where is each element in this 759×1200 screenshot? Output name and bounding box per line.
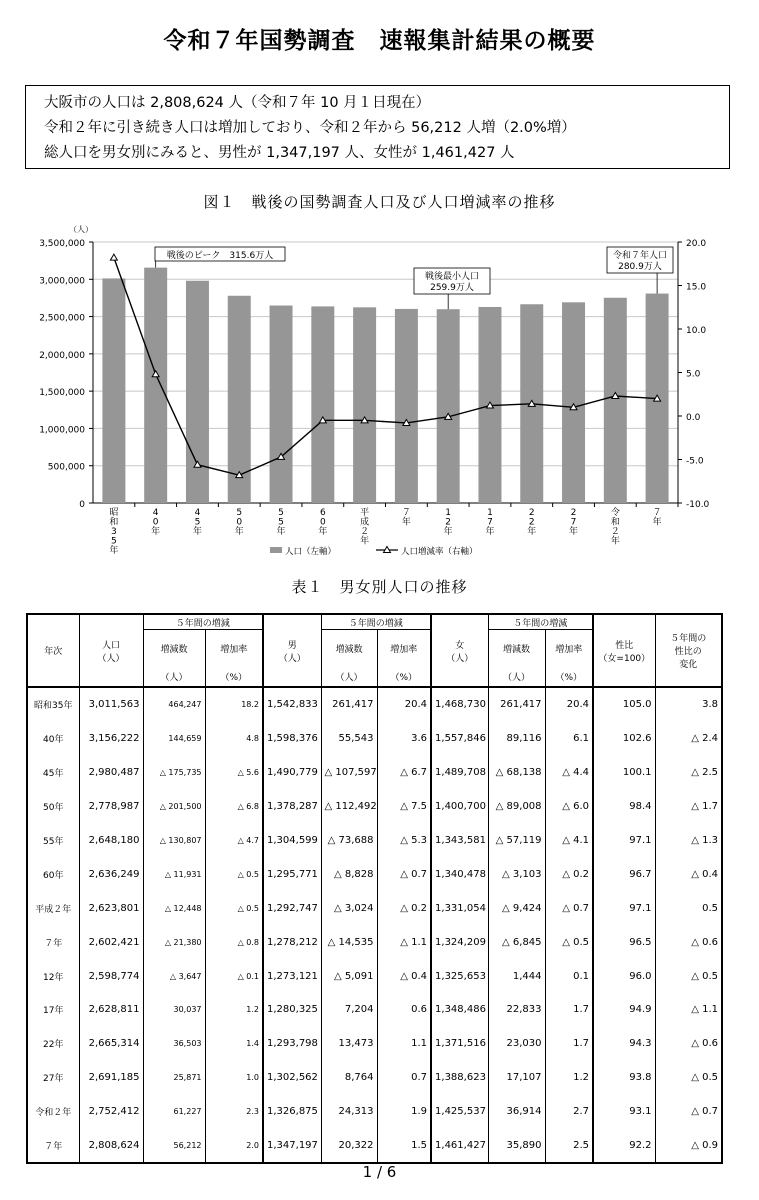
- header-change5-male: ５年間の増減: [321, 614, 431, 630]
- table-cell: △ 57,119: [488, 824, 545, 858]
- header-change-count: 増減数: [143, 630, 205, 667]
- table-cell: 1,326,875: [263, 1095, 321, 1129]
- table-row: [27, 756, 722, 790]
- table-cell: 1,347,197: [263, 1129, 321, 1164]
- table-cell: △ 0.6: [655, 925, 722, 959]
- table-cell: 100.1: [593, 756, 655, 790]
- table-cell: △ 6.7: [377, 756, 431, 790]
- table-cell: 2,752,412: [79, 1095, 143, 1129]
- table-cell: 2,691,185: [79, 1061, 143, 1095]
- table-cell: △ 3,103: [488, 857, 545, 891]
- table-cell: 0.1: [545, 959, 593, 993]
- bar: [186, 281, 209, 503]
- header-change5-total: ５年間の増減: [143, 614, 263, 630]
- header-unit: （人）: [321, 666, 377, 687]
- table-cell: 102.6: [593, 722, 655, 756]
- table-cell: △ 0.2: [545, 857, 593, 891]
- x-tick-label: 1 7 年: [485, 508, 495, 537]
- header-sex-ratio-change: ５年間の 性比の 変化: [655, 614, 722, 687]
- table-cell: 94.9: [593, 993, 655, 1027]
- table-cell: 1,302,562: [263, 1061, 321, 1095]
- y-left-tick-label: 1,500,000: [39, 388, 85, 399]
- row-year: 22年: [27, 1027, 79, 1061]
- table-cell: 3,156,222: [79, 722, 143, 756]
- table-cell: 89,116: [488, 722, 545, 756]
- table-cell: △ 175,735: [143, 756, 205, 790]
- row-year: ７年: [27, 925, 79, 959]
- summary-line: 総人口を男女別にみると、男性が 1,347,197 人、女性が 1,461,427 人: [44, 145, 515, 161]
- table-cell: 1,598,376: [263, 722, 321, 756]
- y-left-tick-label: 500,000: [47, 462, 85, 473]
- row-year: 60年: [27, 857, 79, 891]
- table-row: [27, 790, 722, 824]
- table-cell: 2.0: [205, 1129, 263, 1164]
- table-cell: △ 6,845: [488, 925, 545, 959]
- header-sex-ratio: 性比 （女=100）: [593, 614, 655, 687]
- summary-box: [25, 85, 730, 169]
- table-cell: 1,542,833: [263, 687, 321, 722]
- header-year: 年次: [27, 614, 79, 687]
- y-left-tick-label: 0: [79, 500, 85, 510]
- bar: [102, 278, 125, 503]
- table-cell: △ 107,597: [321, 756, 377, 790]
- header-female: 女 （人）: [431, 614, 488, 687]
- table-cell: 1,340,478: [431, 857, 488, 891]
- annotation-latest-text: 令和７年人口: [612, 251, 668, 261]
- header-unit: （%）: [205, 666, 263, 687]
- table-cell: 25,871: [143, 1061, 205, 1095]
- population-table: [26, 613, 723, 1164]
- table-cell: △ 0.5: [655, 1061, 722, 1095]
- table-cell: 2,980,487: [79, 756, 143, 790]
- table-cell: 1.2: [545, 1061, 593, 1095]
- population-chart: [18, 220, 740, 565]
- header-change-count: 増減数: [488, 630, 545, 667]
- table-cell: △ 5.6: [205, 756, 263, 790]
- table-cell: 1,468,730: [431, 687, 488, 722]
- table-cell: △ 5.3: [377, 824, 431, 858]
- x-tick-label: ７年: [652, 508, 662, 528]
- bar: [437, 309, 460, 503]
- table-cell: 7,204: [321, 993, 377, 1027]
- y-left-tick-label: 3,500,000: [39, 239, 85, 249]
- table-cell: 24,313: [321, 1095, 377, 1129]
- x-tick-label: 昭和 3 5 年: [109, 508, 119, 556]
- table-cell: △ 0.9: [655, 1129, 722, 1164]
- table-cell: △ 3,647: [143, 959, 205, 993]
- table-cell: △ 0.4: [655, 857, 722, 891]
- table-cell: △ 0.5: [205, 857, 263, 891]
- x-tick-label: 2 2 年: [527, 508, 537, 537]
- table-cell: 1,489,708: [431, 756, 488, 790]
- table-cell: 1.7: [545, 993, 593, 1027]
- header-unit: （%）: [377, 666, 431, 687]
- table-cell: 94.3: [593, 1027, 655, 1061]
- table-row: [27, 1095, 722, 1129]
- row-year: 55年: [27, 824, 79, 858]
- table-cell: 1,280,325: [263, 993, 321, 1027]
- table-cell: 92.2: [593, 1129, 655, 1164]
- legend-line-label: 人口増減率（右軸）: [401, 547, 478, 557]
- table-cell: △ 201,500: [143, 790, 205, 824]
- table-cell: 1,278,212: [263, 925, 321, 959]
- table-cell: △ 5,091: [321, 959, 377, 993]
- page-title: 令和７年国勢調査 速報集計結果の概要: [163, 28, 596, 54]
- table-title: 表１ 男女別人口の推移: [291, 578, 468, 596]
- table-cell: 144,659: [143, 722, 205, 756]
- table-row: [27, 687, 722, 722]
- table-cell: 61,227: [143, 1095, 205, 1129]
- table-cell: 1,331,054: [431, 891, 488, 925]
- y-left-tick-label: 1,000,000: [39, 425, 85, 436]
- table-cell: 2.3: [205, 1095, 263, 1129]
- table-cell: △ 0.7: [545, 891, 593, 925]
- table-cell: 1,461,427: [431, 1129, 488, 1164]
- bar: [562, 302, 585, 503]
- row-year: ７年: [27, 1129, 79, 1164]
- table-cell: 56,212: [143, 1129, 205, 1164]
- table-cell: 30,037: [143, 993, 205, 1027]
- x-tick-label: 6 0 年: [318, 508, 328, 537]
- table-cell: 1,400,700: [431, 790, 488, 824]
- table-cell: 1.7: [545, 1027, 593, 1061]
- annotation-min-text: 戦後最小人口: [424, 272, 480, 282]
- header-change-count: 増減数: [321, 630, 377, 667]
- row-year: 令和２年: [27, 1095, 79, 1129]
- table-cell: △ 8,828: [321, 857, 377, 891]
- table-cell: 261,417: [488, 687, 545, 722]
- row-year: 50年: [27, 790, 79, 824]
- header-change-rate: 増加率: [545, 630, 593, 667]
- x-tick-label: 5 0 年: [234, 508, 244, 537]
- row-year: 昭和35年: [27, 687, 79, 722]
- y-right-tick-label: 0.0: [686, 413, 701, 423]
- annotation-latest-text: 280.9万人: [618, 262, 662, 272]
- table-cell: 20.4: [377, 687, 431, 722]
- row-year: 45年: [27, 756, 79, 790]
- table-cell: 1,371,516: [431, 1027, 488, 1061]
- table-cell: 1,295,771: [263, 857, 321, 891]
- table-cell: 2,808,624: [79, 1129, 143, 1164]
- y-left-unit: （人）: [69, 225, 93, 234]
- legend-bar-label: 人口（左軸）: [285, 547, 337, 557]
- table-cell: 22,833: [488, 993, 545, 1027]
- header-change5-female: ５年間の増減: [488, 614, 593, 630]
- table-cell: 23,030: [488, 1027, 545, 1061]
- table-cell: 97.1: [593, 891, 655, 925]
- table-cell: 36,914: [488, 1095, 545, 1129]
- header-male: 男 （人）: [263, 614, 321, 687]
- table-cell: △ 0.5: [205, 891, 263, 925]
- table-cell: 3.6: [377, 722, 431, 756]
- table-cell: △ 2.5: [655, 756, 722, 790]
- table-cell: 17,107: [488, 1061, 545, 1095]
- table-cell: 1.1: [377, 1027, 431, 1061]
- x-tick-label: 5 5 年: [276, 508, 286, 537]
- table-row: [27, 959, 722, 993]
- table-cell: 0.7: [377, 1061, 431, 1095]
- table-cell: 1,348,486: [431, 993, 488, 1027]
- table-cell: 1.0: [205, 1061, 263, 1095]
- table-cell: 2,628,811: [79, 993, 143, 1027]
- table-cell: 6.1: [545, 722, 593, 756]
- bar: [270, 306, 293, 503]
- table-cell: △ 4.7: [205, 824, 263, 858]
- header-change-rate: 増加率: [205, 630, 263, 667]
- table-cell: △ 89,008: [488, 790, 545, 824]
- table-cell: 3.8: [655, 687, 722, 722]
- table-row: [27, 722, 722, 756]
- table-cell: 96.5: [593, 925, 655, 959]
- table-cell: △ 0.1: [205, 959, 263, 993]
- table-cell: △ 0.5: [655, 959, 722, 993]
- table-cell: 1,292,747: [263, 891, 321, 925]
- header-change-rate: 増加率: [377, 630, 431, 667]
- table-cell: 1,304,599: [263, 824, 321, 858]
- table-cell: △ 112,492: [321, 790, 377, 824]
- y-left-tick-label: 3,000,000: [39, 276, 85, 287]
- table-cell: △ 12,448: [143, 891, 205, 925]
- table-cell: 3,011,563: [79, 687, 143, 722]
- x-tick-label: 令和２年: [610, 508, 620, 547]
- summary-line: 令和２年に引き続き人口は増加しており、令和２年から 56,212 人増（2.0%増）: [44, 120, 576, 136]
- y-left-tick-label: 2,500,000: [39, 313, 85, 324]
- table-cell: △ 0.5: [545, 925, 593, 959]
- table-cell: △ 3,024: [321, 891, 377, 925]
- table-cell: 1,293,798: [263, 1027, 321, 1061]
- table-cell: 2,636,249: [79, 857, 143, 891]
- table-cell: 2,602,421: [79, 925, 143, 959]
- table-cell: △ 21,380: [143, 925, 205, 959]
- table-cell: △ 4.4: [545, 756, 593, 790]
- table-cell: 4.8: [205, 722, 263, 756]
- table-cell: △ 1.7: [655, 790, 722, 824]
- table-cell: 1,324,209: [431, 925, 488, 959]
- table-cell: 1,557,846: [431, 722, 488, 756]
- rate-point: [110, 254, 117, 260]
- table-cell: 35,890: [488, 1129, 545, 1164]
- table-cell: 1,425,537: [431, 1095, 488, 1129]
- y-right-tick-label: 10.0: [686, 326, 707, 336]
- table-cell: 13,473: [321, 1027, 377, 1061]
- table-cell: 1,490,779: [263, 756, 321, 790]
- table-cell: △ 14,535: [321, 925, 377, 959]
- x-tick-label: 1 2 年: [443, 508, 453, 537]
- table-cell: △ 0.8: [205, 925, 263, 959]
- table-cell: 98.4: [593, 790, 655, 824]
- bar: [144, 268, 167, 503]
- table-cell: △ 6.8: [205, 790, 263, 824]
- bar: [353, 307, 376, 503]
- table-row: [27, 1061, 722, 1095]
- bar: [395, 309, 418, 503]
- table-row: [27, 891, 722, 925]
- bar: [311, 306, 334, 503]
- table-cell: △ 0.4: [377, 959, 431, 993]
- table-cell: △ 11,931: [143, 857, 205, 891]
- row-year: 27年: [27, 1061, 79, 1095]
- table-cell: △ 1.1: [377, 925, 431, 959]
- row-year: 12年: [27, 959, 79, 993]
- bar: [604, 298, 627, 503]
- table-cell: 2,648,180: [79, 824, 143, 858]
- table-cell: 1,325,653: [431, 959, 488, 993]
- table-cell: 2,778,987: [79, 790, 143, 824]
- table-cell: 261,417: [321, 687, 377, 722]
- table-cell: 1.5: [377, 1129, 431, 1164]
- table-cell: △ 1.3: [655, 824, 722, 858]
- x-tick-label: ７年: [401, 508, 411, 528]
- table-cell: 1,378,287: [263, 790, 321, 824]
- table-cell: 93.1: [593, 1095, 655, 1129]
- table-cell: 1,388,623: [431, 1061, 488, 1095]
- table-cell: △ 2.4: [655, 722, 722, 756]
- table-cell: 2,665,314: [79, 1027, 143, 1061]
- table-cell: 93.8: [593, 1061, 655, 1095]
- table-cell: 8,764: [321, 1061, 377, 1095]
- table-row: [27, 1027, 722, 1061]
- summary-line: 大阪市の人口は 2,808,624 人（令和７年 10 月１日現在）: [44, 95, 431, 111]
- header-unit: （人）: [488, 666, 545, 687]
- table-cell: 20,322: [321, 1129, 377, 1164]
- table-cell: △ 9,424: [488, 891, 545, 925]
- annotation-peak-text: 戦後のピーク 315.6万人: [166, 251, 274, 261]
- table-cell: 2,623,801: [79, 891, 143, 925]
- table-cell: 0.5: [655, 891, 722, 925]
- table-cell: 18.2: [205, 687, 263, 722]
- y-right-tick-label: -5.0: [686, 456, 704, 467]
- table-cell: △ 1.1: [655, 993, 722, 1027]
- table-cell: △ 7.5: [377, 790, 431, 824]
- table-cell: △ 68,138: [488, 756, 545, 790]
- table-row: [27, 925, 722, 959]
- table-cell: 97.1: [593, 824, 655, 858]
- table-cell: 2,598,774: [79, 959, 143, 993]
- annotation-min-text: 259.9万人: [430, 283, 474, 293]
- table-row: [27, 824, 722, 858]
- x-tick-label: 4 0 年: [151, 508, 161, 537]
- table-cell: 1,444: [488, 959, 545, 993]
- table-row: [27, 857, 722, 891]
- y-right-tick-label: -10.0: [686, 500, 710, 510]
- table-cell: 1.4: [205, 1027, 263, 1061]
- header-unit: （人）: [143, 666, 205, 687]
- table-cell: △ 73,688: [321, 824, 377, 858]
- table-row: [27, 1129, 722, 1164]
- row-year: 平成２年: [27, 891, 79, 925]
- table-cell: △ 130,807: [143, 824, 205, 858]
- table-cell: 36,503: [143, 1027, 205, 1061]
- legend-bar-swatch: [270, 547, 282, 553]
- y-left-tick-label: 2,000,000: [39, 350, 85, 361]
- table-cell: 464,247: [143, 687, 205, 722]
- x-tick-label: 4 5 年: [192, 508, 202, 537]
- table-cell: 1,273,121: [263, 959, 321, 993]
- table-cell: 55,543: [321, 722, 377, 756]
- page-number: 1 / 6: [362, 1163, 397, 1181]
- table-row: [27, 993, 722, 1027]
- table-cell: △ 0.7: [377, 857, 431, 891]
- table-cell: △ 0.7: [655, 1095, 722, 1129]
- table-cell: 1.2: [205, 993, 263, 1027]
- y-right-tick-label: 5.0: [686, 369, 701, 380]
- header-population: 人口 （人）: [79, 614, 143, 687]
- table-cell: 105.0: [593, 687, 655, 722]
- y-right-tick-label: 20.0: [686, 239, 707, 249]
- table-cell: 20.4: [545, 687, 593, 722]
- row-year: 17年: [27, 993, 79, 1027]
- table-cell: 2.7: [545, 1095, 593, 1129]
- x-tick-label: 2 7 年: [569, 508, 579, 537]
- table-cell: 2.5: [545, 1129, 593, 1164]
- x-tick-label: 平成２年: [360, 508, 370, 547]
- table-cell: 0.6: [377, 993, 431, 1027]
- row-year: 40年: [27, 722, 79, 756]
- table-cell: 96.7: [593, 857, 655, 891]
- y-right-tick-label: 15.0: [686, 282, 707, 293]
- table-cell: 96.0: [593, 959, 655, 993]
- table-cell: △ 4.1: [545, 824, 593, 858]
- table-cell: △ 6.0: [545, 790, 593, 824]
- table-cell: 1,343,581: [431, 824, 488, 858]
- table-cell: △ 0.2: [377, 891, 431, 925]
- header-unit: （%）: [545, 666, 593, 687]
- table-cell: △ 0.6: [655, 1027, 722, 1061]
- figure-title: 図１ 戦後の国勢調査人口及び人口増減率の推移: [203, 193, 556, 211]
- table-cell: 1.9: [377, 1095, 431, 1129]
